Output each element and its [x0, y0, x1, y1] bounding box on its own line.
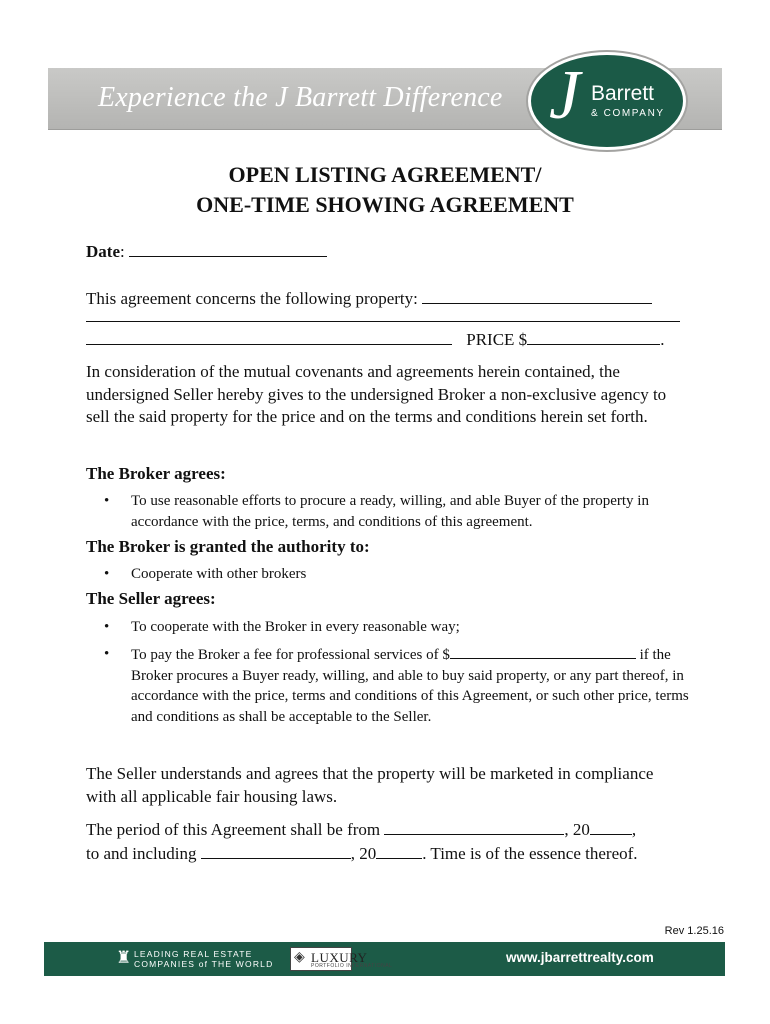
- luxury-portfolio-subtitle: PORTFOLIO INTERNATIONAL: [311, 963, 393, 969]
- property-row-2: [86, 305, 680, 328]
- revision-label: Rev 1.25.16: [664, 925, 724, 937]
- document-title-line1: OPEN LISTING AGREEMENT/: [228, 162, 542, 187]
- period-from-year-field[interactable]: [590, 818, 632, 835]
- period-from-label: The period of this Agreement shall be from: [86, 820, 381, 839]
- luxury-portfolio-word: LUXURY: [311, 950, 368, 965]
- price-blank-field[interactable]: [527, 328, 660, 345]
- header-tagline: Experience the J Barrett Difference: [98, 82, 503, 113]
- price-row: [86, 328, 664, 351]
- company-logo: [528, 52, 686, 150]
- period-row-1: [86, 818, 636, 841]
- date-colon: :: [119, 242, 125, 261]
- leading-companies-text: [134, 949, 273, 969]
- seller-agrees-item-2: [131, 644, 691, 727]
- property-blank-field-1[interactable]: [422, 287, 652, 304]
- leading-companies-line1: LEADING REAL ESTATE: [134, 949, 253, 959]
- logo-letter: J: [549, 57, 581, 134]
- intro-paragraph: In consideration of the mutual covenants and agreements herein contained, the undersigned Seller hereby gives to the undersigned Broker a non-exclusive agency to sell the said property for the price and on the terms and conditions herein set forth.: [86, 362, 667, 426]
- property-label: This agreement concerns the following property:: [86, 289, 418, 308]
- bullet-icon: •: [104, 619, 110, 635]
- leading-companies-line2: COMPANIES of THE WORLD: [134, 959, 274, 969]
- period-row-2: [86, 842, 638, 865]
- period-to-year-field[interactable]: [376, 842, 422, 859]
- date-label: Date: [86, 242, 120, 261]
- footer-bar: [44, 942, 725, 976]
- luxury-portfolio-logo: [290, 947, 393, 971]
- logo-name: Barrett: [591, 82, 655, 105]
- seller-agrees-item-1: To cooperate with the Broker in every reasonable way;: [131, 619, 460, 635]
- period-to-end: . Time is of the essence thereof.: [422, 844, 638, 863]
- fair-housing-paragraph: The Seller understands and agrees that the property will be marketed in compliance with all applicable fair housing laws.: [86, 764, 654, 806]
- fee-blank-field[interactable]: [450, 644, 636, 659]
- broker-authority-item: Cooperate with other brokers: [131, 566, 307, 582]
- period-to-label: to and including: [86, 844, 197, 863]
- fee-conditions: if the Broker procures a Buyer ready, willing, and able to buy said property, or any part thereof, in accordance with the price, terms and conditions of this Agreement, or such other price, terms and conditions as shall be acceptable to the Seller.: [131, 647, 689, 725]
- leading-companies-emblem-icon: ♜: [116, 948, 132, 967]
- period-to-blank-field[interactable]: [201, 842, 351, 859]
- website-link[interactable]: www.jbarrettrealty.com: [506, 950, 654, 965]
- logo-subtitle: & COMPANY: [591, 108, 665, 119]
- fee-label: To pay the Broker a fee for professional services of $: [131, 647, 450, 663]
- date-row: [86, 240, 327, 263]
- bullet-icon: •: [104, 566, 110, 582]
- period-from-end: ,: [631, 820, 637, 839]
- price-label: PRICE $: [466, 330, 528, 349]
- document-title-line2: ONE-TIME SHOWING AGREEMENT: [196, 192, 574, 217]
- period-from-blank-field[interactable]: [384, 818, 564, 835]
- date-blank-field[interactable]: [129, 240, 327, 257]
- broker-agrees-item: To use reasonable efforts to procure a ready, willing, and able Buyer of the property in accordance with the price, terms, and conditions of this agreement.: [131, 493, 649, 530]
- property-blank-field-2[interactable]: [86, 305, 680, 322]
- broker-authority-heading: The Broker is granted the authority to:: [86, 537, 370, 556]
- broker-agrees-heading: The Broker agrees:: [86, 464, 226, 483]
- luxury-portfolio-emblem-icon: ◈: [294, 950, 305, 965]
- seller-agrees-heading: The Seller agrees:: [86, 589, 216, 608]
- property-blank-field-3[interactable]: [86, 328, 452, 345]
- period-from-year-label: , 20: [564, 820, 590, 839]
- price-end: .: [660, 330, 665, 349]
- bullet-icon: •: [104, 646, 110, 662]
- bullet-icon: •: [104, 493, 110, 509]
- period-to-year-label: , 20: [350, 844, 377, 863]
